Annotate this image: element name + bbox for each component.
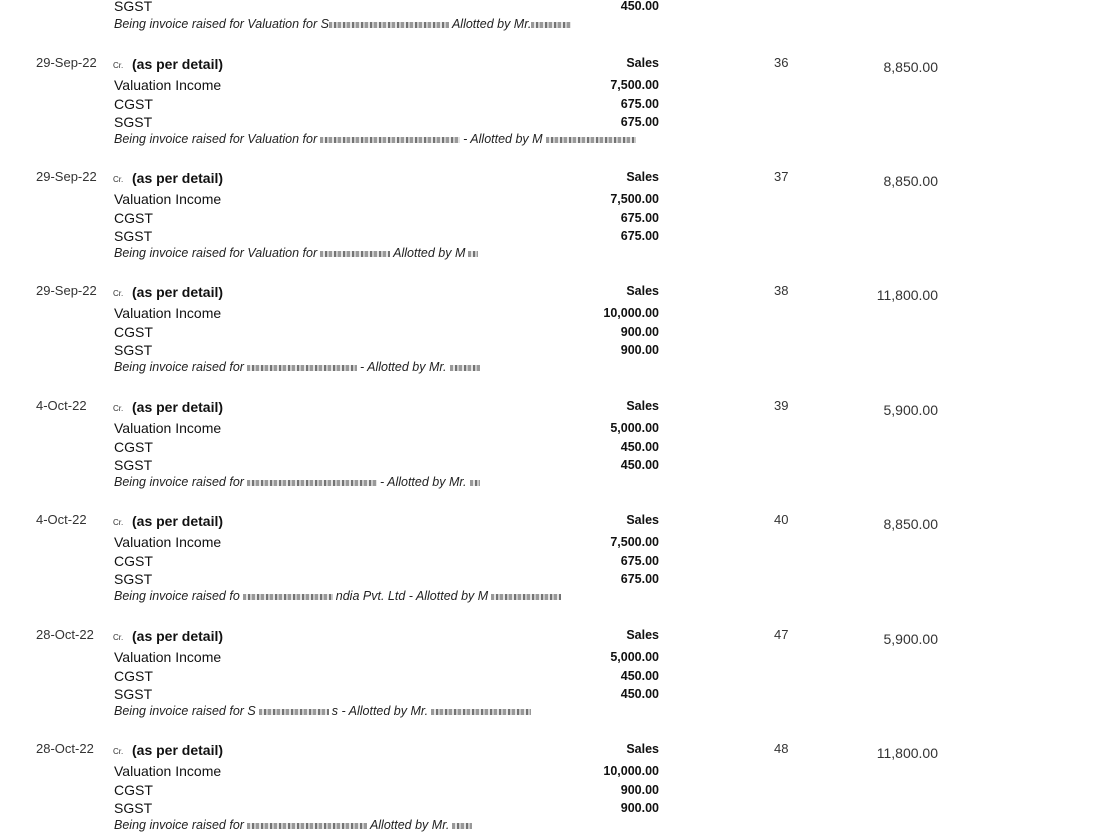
redacted-text: [243, 594, 333, 600]
line-label: CGST: [114, 438, 153, 455]
voucher-number: 40: [774, 512, 789, 527]
line-amount: 675.00: [620, 115, 659, 129]
credit-amount: 11,800.00: [876, 745, 938, 761]
line-amount: 450.00: [620, 439, 659, 454]
narration-text: Being invoice raised for Valuation for: [114, 246, 318, 260]
credit-amount: 5,900.00: [883, 631, 938, 647]
cr-marker: Cr.: [113, 61, 124, 70]
voucher-type: Sales: [626, 284, 659, 298]
line-amount: 675.00: [620, 229, 659, 243]
line-amount: 450.00: [620, 458, 659, 472]
redacted-text: [320, 251, 390, 257]
entry-head: (as per detail): [132, 513, 224, 529]
credit-amount: 8,850.00: [883, 173, 938, 189]
redacted-text: [470, 480, 480, 486]
redacted-text: [247, 823, 367, 829]
voucher-type: Sales: [626, 56, 659, 70]
line-label: CGST: [114, 781, 153, 798]
redacted-text: [431, 709, 531, 715]
line-label: Valuation Income: [114, 649, 222, 665]
entry-head: (as per detail): [132, 56, 224, 72]
cr-marker: Cr.: [113, 175, 124, 184]
line-label: CGST: [114, 323, 153, 340]
entry-date: 29-Sep-22: [36, 283, 97, 298]
line-label: Valuation Income: [114, 77, 222, 93]
voucher-type: Sales: [626, 513, 659, 527]
entry-date: 4-Oct-22: [36, 398, 87, 413]
narration-text: Allotted by Mr.: [451, 17, 532, 31]
narration: [114, 246, 478, 260]
narration-text: Being invoice raised for Valuation for: [114, 132, 318, 146]
line-amount: 900.00: [620, 324, 659, 339]
line-amount: 450.00: [620, 668, 659, 683]
line-label: Valuation Income: [114, 191, 222, 207]
line-label: SGST: [114, 457, 153, 473]
line-amount: 7,500.00: [610, 192, 659, 206]
line-amount: 900.00: [620, 801, 659, 815]
narration: [114, 818, 472, 832]
line-amount: 675.00: [620, 572, 659, 586]
redacted-text: [329, 22, 449, 28]
credit-amount: 8,850.00: [883, 59, 938, 75]
narration-text: Allotted by M: [393, 246, 466, 260]
entry-date: 28-Oct-22: [36, 627, 94, 642]
cr-marker: Cr.: [113, 518, 124, 527]
line-label: SGST: [114, 686, 153, 702]
voucher-type: Sales: [626, 742, 659, 756]
narration-text: Allotted by Mr.: [369, 818, 450, 832]
line-label: Valuation Income: [114, 305, 222, 321]
line-label: Valuation Income: [114, 420, 222, 436]
voucher-number: 39: [774, 398, 789, 413]
narration-text: Being invoice raised for Valuation for S: [114, 17, 329, 31]
line-label: SGST: [114, 342, 153, 358]
entry-date: 29-Sep-22: [36, 55, 97, 70]
redacted-text: [468, 251, 478, 257]
narration-text: Being invoice raised fo: [114, 589, 240, 603]
narration-text: Being invoice raised for: [114, 475, 244, 489]
line-label: SGST: [114, 571, 153, 587]
entry-head: (as per detail): [132, 742, 224, 758]
credit-amount: 5,900.00: [883, 402, 938, 418]
line-label: CGST: [114, 667, 153, 684]
credit-amount: 8,850.00: [883, 516, 938, 532]
line-amount: 7,500.00: [610, 78, 659, 92]
narration: [114, 132, 636, 146]
voucher-number: 37: [774, 169, 789, 184]
line-amount: 675.00: [620, 210, 659, 225]
line-amount: 10,000.00: [603, 306, 659, 320]
entry-head: (as per detail): [132, 284, 224, 300]
line-amount: 900.00: [620, 782, 659, 797]
narration-text: Being invoice raised for S: [114, 704, 256, 718]
redacted-text: [491, 594, 561, 600]
redacted-text: [452, 823, 472, 829]
narration-text: - Allotted by M: [463, 132, 543, 146]
narration: [114, 704, 531, 718]
voucher-number: 48: [774, 741, 789, 756]
narration-text: - Allotted by Mr.: [359, 360, 447, 374]
narration: [114, 589, 561, 603]
line-amount: 450.00: [620, 687, 659, 701]
credit-amount: 11,800.00: [876, 287, 938, 303]
line-label: SGST: [114, 114, 153, 130]
cr-marker: Cr.: [113, 289, 124, 298]
line-label: Valuation Income: [114, 534, 222, 550]
cr-marker: Cr.: [113, 404, 124, 413]
narration-text: ndia Pvt. Ltd - Allotted by M: [335, 589, 489, 603]
line-label: Valuation Income: [114, 763, 222, 779]
voucher-type: Sales: [626, 170, 659, 184]
entry-head: (as per detail): [132, 399, 224, 415]
entry-head: (as per detail): [132, 628, 224, 644]
narration: [114, 360, 480, 374]
line-label: CGST: [114, 552, 153, 569]
narration-text: Being invoice raised for: [114, 818, 244, 832]
redacted-text: [531, 22, 571, 28]
line-amount: 5,000.00: [610, 421, 659, 435]
narration: [114, 475, 480, 489]
voucher-type: Sales: [626, 399, 659, 413]
redacted-text: [320, 137, 460, 143]
line-label: CGST: [114, 209, 153, 226]
redacted-text: [259, 709, 329, 715]
cr-marker: Cr.: [113, 747, 124, 756]
narration-text: Being invoice raised for: [114, 360, 244, 374]
voucher-number: 36: [774, 55, 789, 70]
narration-text: - Allotted by Mr.: [379, 475, 467, 489]
narration-text: s - Allotted by Mr.: [331, 704, 429, 718]
voucher-number: 47: [774, 627, 789, 642]
line-amount: 7,500.00: [610, 535, 659, 549]
redacted-text: [247, 365, 357, 371]
line-label: SGST: [114, 800, 153, 816]
cr-marker: Cr.: [113, 633, 124, 642]
voucher-type: Sales: [626, 628, 659, 642]
entry-head: (as per detail): [132, 170, 224, 186]
redacted-text: [247, 480, 377, 486]
line-label: SGST: [114, 0, 153, 14]
entry-date: 4-Oct-22: [36, 512, 87, 527]
entry-date: 28-Oct-22: [36, 741, 94, 756]
line-amount: 675.00: [620, 553, 659, 568]
line-amount: 450.00: [620, 0, 659, 13]
line-amount: 5,000.00: [610, 650, 659, 664]
entry-date: 29-Sep-22: [36, 169, 97, 184]
line-label: CGST: [114, 95, 153, 112]
voucher-number: 38: [774, 283, 789, 298]
line-amount: 10,000.00: [603, 764, 659, 778]
line-amount: 900.00: [620, 343, 659, 357]
line-label: SGST: [114, 228, 153, 244]
narration: [114, 17, 571, 31]
redacted-text: [450, 365, 480, 371]
line-amount: 675.00: [620, 96, 659, 111]
redacted-text: [546, 137, 636, 143]
